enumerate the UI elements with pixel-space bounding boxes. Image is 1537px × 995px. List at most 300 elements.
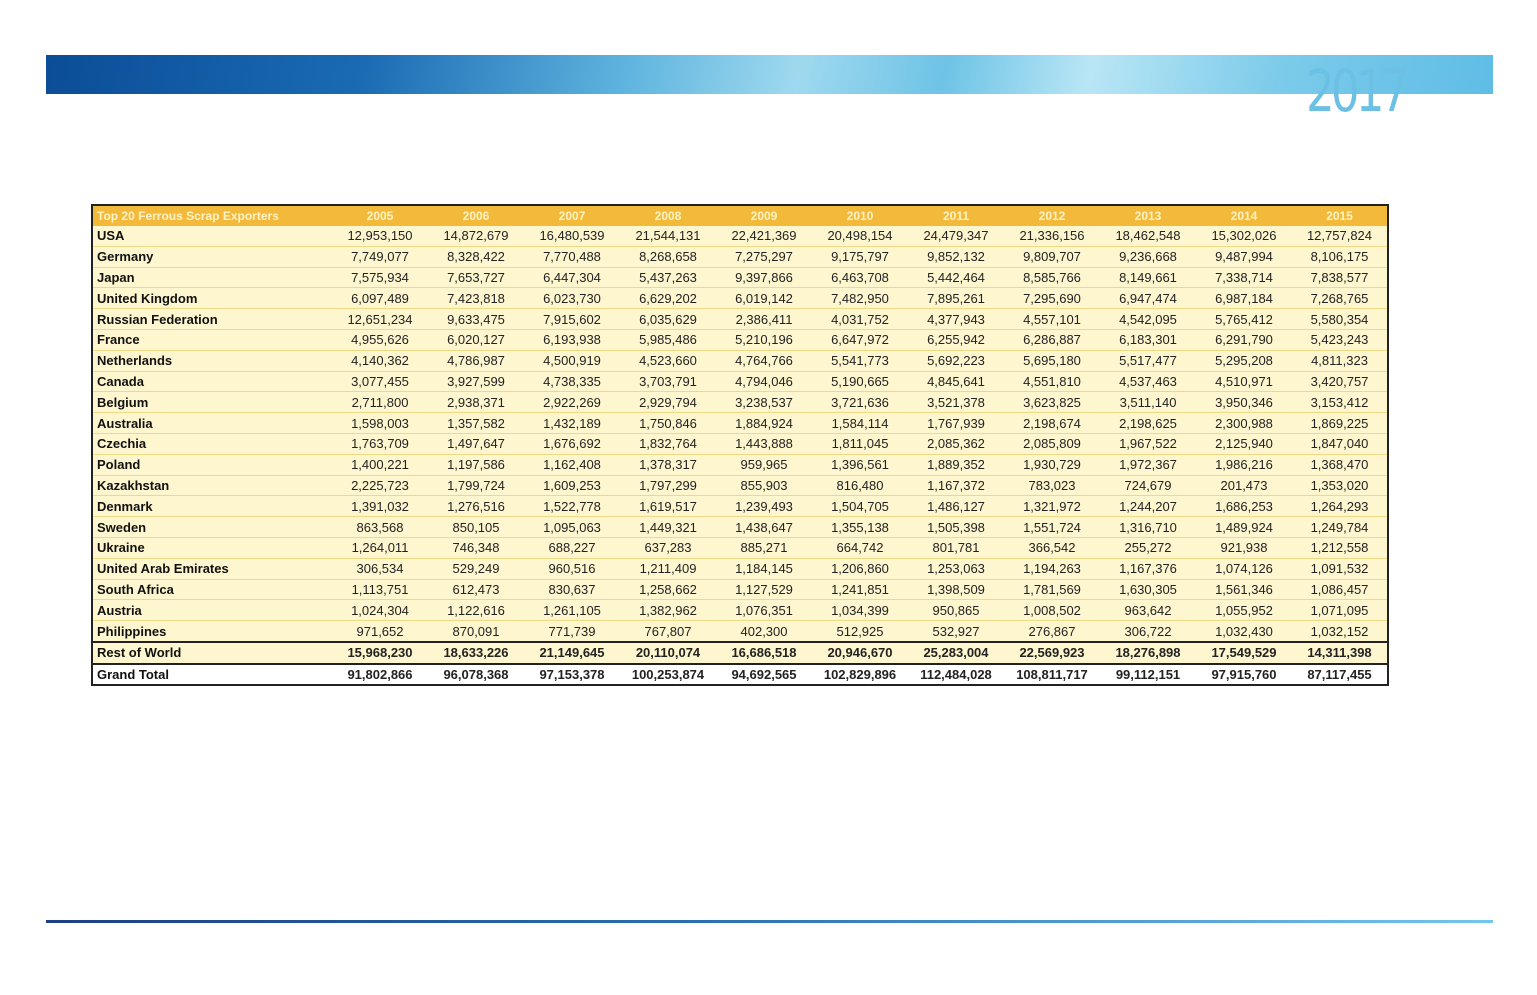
export-value-cell: 688,227 xyxy=(524,537,620,558)
export-value-cell: 6,463,708 xyxy=(812,267,908,288)
export-value-cell: 4,523,660 xyxy=(620,350,716,371)
export-value-cell: 3,153,412 xyxy=(1292,392,1388,413)
export-value-cell: 14,872,679 xyxy=(428,226,524,246)
export-value-cell: 4,955,626 xyxy=(332,329,428,350)
export-value-cell: 2,300,988 xyxy=(1196,413,1292,434)
year-header: 2013 xyxy=(1100,205,1196,226)
export-value-cell: 5,437,263 xyxy=(620,267,716,288)
export-value-cell: 99,112,151 xyxy=(1100,664,1196,685)
export-value-cell: 1,113,751 xyxy=(332,579,428,600)
export-value-cell: 1,253,063 xyxy=(908,558,1004,579)
table-row xyxy=(92,579,1388,600)
export-value-cell: 3,521,378 xyxy=(908,392,1004,413)
export-value-cell: 1,355,138 xyxy=(812,517,908,538)
export-value-cell: 1,071,095 xyxy=(1292,600,1388,621)
export-value-cell: 1,889,352 xyxy=(908,454,1004,475)
export-value-cell: 4,794,046 xyxy=(716,371,812,392)
export-value-cell: 6,019,142 xyxy=(716,288,812,309)
export-value-cell: 8,106,175 xyxy=(1292,246,1388,267)
export-value-cell: 1,767,939 xyxy=(908,413,1004,434)
header-banner xyxy=(46,55,1493,94)
export-value-cell: 5,692,223 xyxy=(908,350,1004,371)
export-value-cell: 21,149,645 xyxy=(524,642,620,664)
export-value-cell: 1,847,040 xyxy=(1292,433,1388,454)
export-value-cell: 664,742 xyxy=(812,537,908,558)
export-value-cell: 3,950,346 xyxy=(1196,392,1292,413)
export-value-cell: 1,008,502 xyxy=(1004,600,1100,621)
export-value-cell: 1,797,299 xyxy=(620,475,716,496)
table-row xyxy=(92,454,1388,475)
export-value-cell: 1,438,647 xyxy=(716,517,812,538)
export-value-cell: 863,568 xyxy=(332,517,428,538)
export-value-cell: 9,236,668 xyxy=(1100,246,1196,267)
country-name: United Arab Emirates xyxy=(92,558,332,579)
export-value-cell: 8,585,766 xyxy=(1004,267,1100,288)
export-value-cell: 637,283 xyxy=(620,537,716,558)
export-value-cell: 1,034,399 xyxy=(812,600,908,621)
table-row xyxy=(92,558,1388,579)
export-value-cell: 830,637 xyxy=(524,579,620,600)
export-value-cell: 1,206,860 xyxy=(812,558,908,579)
table-row xyxy=(92,496,1388,517)
export-value-cell: 1,086,457 xyxy=(1292,579,1388,600)
export-value-cell: 1,167,376 xyxy=(1100,558,1196,579)
export-value-cell: 6,987,184 xyxy=(1196,288,1292,309)
export-value-cell: 7,653,727 xyxy=(428,267,524,288)
export-value-cell: 1,276,516 xyxy=(428,496,524,517)
export-value-cell: 6,023,730 xyxy=(524,288,620,309)
export-value-cell: 4,500,919 xyxy=(524,350,620,371)
export-value-cell: 96,078,368 xyxy=(428,664,524,685)
country-name: United Kingdom xyxy=(92,288,332,309)
export-value-cell: 6,035,629 xyxy=(620,309,716,330)
export-value-cell: 97,153,378 xyxy=(524,664,620,685)
export-value-cell: 4,537,463 xyxy=(1100,371,1196,392)
export-value-cell: 21,544,131 xyxy=(620,226,716,246)
country-name: Denmark xyxy=(92,496,332,517)
export-value-cell: 7,575,934 xyxy=(332,267,428,288)
export-value-cell: 6,447,304 xyxy=(524,267,620,288)
export-value-cell: 771,739 xyxy=(524,621,620,642)
export-value-cell: 1,197,586 xyxy=(428,454,524,475)
rest-of-world-row xyxy=(92,642,1388,664)
export-value-cell: 112,484,028 xyxy=(908,664,1004,685)
export-value-cell: 18,462,548 xyxy=(1100,226,1196,246)
table-header-row xyxy=(92,205,1388,226)
export-value-cell: 1,972,367 xyxy=(1100,454,1196,475)
export-value-cell: 1,032,430 xyxy=(1196,621,1292,642)
export-value-cell: 1,598,003 xyxy=(332,413,428,434)
export-value-cell: 7,338,714 xyxy=(1196,267,1292,288)
export-value-cell: 1,074,126 xyxy=(1196,558,1292,579)
export-value-cell: 1,076,351 xyxy=(716,600,812,621)
export-value-cell: 2,198,625 xyxy=(1100,413,1196,434)
export-value-cell: 783,023 xyxy=(1004,475,1100,496)
export-value-cell: 2,125,940 xyxy=(1196,433,1292,454)
export-value-cell: 3,927,599 xyxy=(428,371,524,392)
export-value-cell: 1,609,253 xyxy=(524,475,620,496)
export-value-cell: 532,927 xyxy=(908,621,1004,642)
export-value-cell: 1,584,114 xyxy=(812,413,908,434)
export-value-cell: 102,829,896 xyxy=(812,664,908,685)
export-value-cell: 15,302,026 xyxy=(1196,226,1292,246)
export-value-cell: 5,442,464 xyxy=(908,267,1004,288)
footer-rule xyxy=(46,920,1493,923)
export-value-cell: 7,770,488 xyxy=(524,246,620,267)
year-header: 2012 xyxy=(1004,205,1100,226)
export-value-cell: 9,397,866 xyxy=(716,267,812,288)
export-value-cell: 306,722 xyxy=(1100,621,1196,642)
export-value-cell: 1,032,152 xyxy=(1292,621,1388,642)
export-value-cell: 1,930,729 xyxy=(1004,454,1100,475)
table-row xyxy=(92,246,1388,267)
export-value-cell: 20,498,154 xyxy=(812,226,908,246)
export-value-cell: 1,396,561 xyxy=(812,454,908,475)
export-value-cell: 2,225,723 xyxy=(332,475,428,496)
export-value-cell: 767,807 xyxy=(620,621,716,642)
table-row xyxy=(92,517,1388,538)
export-value-cell: 1,261,105 xyxy=(524,600,620,621)
export-value-cell: 5,541,773 xyxy=(812,350,908,371)
export-value-cell: 1,391,032 xyxy=(332,496,428,517)
ferrous-scrap-exporters-table xyxy=(91,204,1389,686)
export-value-cell: 1,551,724 xyxy=(1004,517,1100,538)
export-value-cell: 1,368,470 xyxy=(1292,454,1388,475)
export-value-cell: 1,486,127 xyxy=(908,496,1004,517)
export-value-cell: 6,947,474 xyxy=(1100,288,1196,309)
export-value-cell: 6,629,202 xyxy=(620,288,716,309)
year-header: 2011 xyxy=(908,205,1004,226)
export-value-cell: 1,239,493 xyxy=(716,496,812,517)
export-value-cell: 1,378,317 xyxy=(620,454,716,475)
export-value-cell: 1,686,253 xyxy=(1196,496,1292,517)
export-value-cell: 4,764,766 xyxy=(716,350,812,371)
export-value-cell: 921,938 xyxy=(1196,537,1292,558)
export-value-cell: 5,985,486 xyxy=(620,329,716,350)
export-value-cell: 1,967,522 xyxy=(1100,433,1196,454)
export-value-cell: 1,400,221 xyxy=(332,454,428,475)
year-header: 2006 xyxy=(428,205,524,226)
export-value-cell: 100,253,874 xyxy=(620,664,716,685)
export-value-cell: 1,522,778 xyxy=(524,496,620,517)
export-value-cell: 14,311,398 xyxy=(1292,642,1388,664)
export-value-cell: 4,557,101 xyxy=(1004,309,1100,330)
export-value-cell: 16,686,518 xyxy=(716,642,812,664)
export-value-cell: 963,642 xyxy=(1100,600,1196,621)
export-value-cell: 18,633,226 xyxy=(428,642,524,664)
table-row xyxy=(92,309,1388,330)
export-value-cell: 5,765,412 xyxy=(1196,309,1292,330)
export-value-cell: 4,377,943 xyxy=(908,309,1004,330)
export-value-cell: 6,647,972 xyxy=(812,329,908,350)
export-value-cell: 1,497,647 xyxy=(428,433,524,454)
year-header: 2014 xyxy=(1196,205,1292,226)
export-value-cell: 512,925 xyxy=(812,621,908,642)
export-value-cell: 1,432,189 xyxy=(524,413,620,434)
table-row xyxy=(92,600,1388,621)
export-value-cell: 5,190,665 xyxy=(812,371,908,392)
export-value-cell: 4,786,987 xyxy=(428,350,524,371)
export-value-cell: 2,929,794 xyxy=(620,392,716,413)
table-row xyxy=(92,392,1388,413)
table-row xyxy=(92,475,1388,496)
export-value-cell: 1,244,207 xyxy=(1100,496,1196,517)
export-value-cell: 1,211,409 xyxy=(620,558,716,579)
export-value-cell: 7,275,297 xyxy=(716,246,812,267)
export-value-cell: 1,249,784 xyxy=(1292,517,1388,538)
export-value-cell: 306,534 xyxy=(332,558,428,579)
export-value-cell: 3,420,757 xyxy=(1292,371,1388,392)
country-name: Japan xyxy=(92,267,332,288)
export-value-cell: 1,676,692 xyxy=(524,433,620,454)
export-value-cell: 1,264,011 xyxy=(332,537,428,558)
export-value-cell: 1,630,305 xyxy=(1100,579,1196,600)
export-value-cell: 12,953,150 xyxy=(332,226,428,246)
export-value-cell: 6,183,301 xyxy=(1100,329,1196,350)
export-value-cell: 1,241,851 xyxy=(812,579,908,600)
export-value-cell: 1,353,020 xyxy=(1292,475,1388,496)
export-value-cell: 7,423,818 xyxy=(428,288,524,309)
export-value-cell: 1,212,558 xyxy=(1292,537,1388,558)
export-value-cell: 201,473 xyxy=(1196,475,1292,496)
export-value-cell: 529,249 xyxy=(428,558,524,579)
country-name: Philippines xyxy=(92,621,332,642)
export-value-cell: 1,489,924 xyxy=(1196,517,1292,538)
export-value-cell: 20,946,670 xyxy=(812,642,908,664)
export-value-cell: 816,480 xyxy=(812,475,908,496)
export-value-cell: 1,357,582 xyxy=(428,413,524,434)
export-value-cell: 5,517,477 xyxy=(1100,350,1196,371)
export-value-cell: 885,271 xyxy=(716,537,812,558)
year-header: 2008 xyxy=(620,205,716,226)
export-value-cell: 971,652 xyxy=(332,621,428,642)
export-value-cell: 5,295,208 xyxy=(1196,350,1292,371)
export-value-cell: 9,487,994 xyxy=(1196,246,1292,267)
report-year: 2017 xyxy=(1306,57,1406,125)
table-row xyxy=(92,621,1388,642)
export-value-cell: 2,085,362 xyxy=(908,433,1004,454)
export-value-cell: 1,258,662 xyxy=(620,579,716,600)
export-value-cell: 1,884,924 xyxy=(716,413,812,434)
export-value-cell: 1,095,063 xyxy=(524,517,620,538)
export-value-cell: 94,692,565 xyxy=(716,664,812,685)
export-value-cell: 2,386,411 xyxy=(716,309,812,330)
export-value-cell: 2,711,800 xyxy=(332,392,428,413)
export-value-cell: 5,423,243 xyxy=(1292,329,1388,350)
export-value-cell: 1,091,532 xyxy=(1292,558,1388,579)
export-value-cell: 4,031,752 xyxy=(812,309,908,330)
year-header: 2010 xyxy=(812,205,908,226)
export-value-cell: 1,763,709 xyxy=(332,433,428,454)
export-value-cell: 402,300 xyxy=(716,621,812,642)
export-value-cell: 870,091 xyxy=(428,621,524,642)
export-value-cell: 1,750,846 xyxy=(620,413,716,434)
export-value-cell: 4,551,810 xyxy=(1004,371,1100,392)
export-value-cell: 20,110,074 xyxy=(620,642,716,664)
country-name: Netherlands xyxy=(92,350,332,371)
export-value-cell: 9,633,475 xyxy=(428,309,524,330)
export-value-cell: 276,867 xyxy=(1004,621,1100,642)
grand-total-row xyxy=(92,664,1388,685)
export-value-cell: 1,127,529 xyxy=(716,579,812,600)
country-name: Grand Total xyxy=(92,664,332,685)
export-value-cell: 5,695,180 xyxy=(1004,350,1100,371)
export-value-cell: 24,479,347 xyxy=(908,226,1004,246)
export-value-cell: 7,895,261 xyxy=(908,288,1004,309)
export-value-cell: 6,291,790 xyxy=(1196,329,1292,350)
export-value-cell: 5,210,196 xyxy=(716,329,812,350)
export-value-cell: 91,802,866 xyxy=(332,664,428,685)
export-value-cell: 18,276,898 xyxy=(1100,642,1196,664)
export-value-cell: 1,316,710 xyxy=(1100,517,1196,538)
export-value-cell: 2,198,674 xyxy=(1004,413,1100,434)
export-value-cell: 16,480,539 xyxy=(524,226,620,246)
export-value-cell: 959,965 xyxy=(716,454,812,475)
export-value-cell: 3,703,791 xyxy=(620,371,716,392)
export-value-cell: 1,781,569 xyxy=(1004,579,1100,600)
export-value-cell: 1,832,764 xyxy=(620,433,716,454)
export-value-cell: 22,421,369 xyxy=(716,226,812,246)
export-value-cell: 612,473 xyxy=(428,579,524,600)
export-value-cell: 4,845,641 xyxy=(908,371,1004,392)
export-value-cell: 6,255,942 xyxy=(908,329,1004,350)
export-value-cell: 855,903 xyxy=(716,475,812,496)
country-name: Austria xyxy=(92,600,332,621)
year-header: 2009 xyxy=(716,205,812,226)
export-value-cell: 3,623,825 xyxy=(1004,392,1100,413)
country-name: Russian Federation xyxy=(92,309,332,330)
export-value-cell: 6,193,938 xyxy=(524,329,620,350)
export-value-cell: 97,915,760 xyxy=(1196,664,1292,685)
export-value-cell: 12,757,824 xyxy=(1292,226,1388,246)
export-value-cell: 746,348 xyxy=(428,537,524,558)
export-value-cell: 2,085,809 xyxy=(1004,433,1100,454)
export-value-cell: 9,809,707 xyxy=(1004,246,1100,267)
country-name: Australia xyxy=(92,413,332,434)
export-value-cell: 1,443,888 xyxy=(716,433,812,454)
export-value-cell: 1,184,145 xyxy=(716,558,812,579)
country-name: Belgium xyxy=(92,392,332,413)
export-value-cell: 9,852,132 xyxy=(908,246,1004,267)
export-value-cell: 6,286,887 xyxy=(1004,329,1100,350)
export-value-cell: 950,865 xyxy=(908,600,1004,621)
country-name: Ukraine xyxy=(92,537,332,558)
country-name: Czechia xyxy=(92,433,332,454)
export-value-cell: 1,505,398 xyxy=(908,517,1004,538)
country-name: USA xyxy=(92,226,332,246)
export-value-cell: 21,336,156 xyxy=(1004,226,1100,246)
export-value-cell: 1,264,293 xyxy=(1292,496,1388,517)
export-value-cell: 12,651,234 xyxy=(332,309,428,330)
table-row xyxy=(92,433,1388,454)
country-name: Rest of World xyxy=(92,642,332,664)
export-value-cell: 1,449,321 xyxy=(620,517,716,538)
export-value-cell: 1,398,509 xyxy=(908,579,1004,600)
export-value-cell: 1,167,372 xyxy=(908,475,1004,496)
export-value-cell: 1,799,724 xyxy=(428,475,524,496)
export-value-cell: 108,811,717 xyxy=(1004,664,1100,685)
export-value-cell: 2,938,371 xyxy=(428,392,524,413)
export-value-cell: 1,055,952 xyxy=(1196,600,1292,621)
country-name: South Africa xyxy=(92,579,332,600)
country-name: France xyxy=(92,329,332,350)
table-row xyxy=(92,329,1388,350)
export-value-cell: 3,077,455 xyxy=(332,371,428,392)
export-value-cell: 6,097,489 xyxy=(332,288,428,309)
country-name: Canada xyxy=(92,371,332,392)
country-name: Kazakhstan xyxy=(92,475,332,496)
export-value-cell: 8,149,661 xyxy=(1100,267,1196,288)
export-value-cell: 4,738,335 xyxy=(524,371,620,392)
year-header: 2015 xyxy=(1292,205,1388,226)
table-row xyxy=(92,288,1388,309)
export-value-cell: 960,516 xyxy=(524,558,620,579)
export-value-cell: 5,580,354 xyxy=(1292,309,1388,330)
export-value-cell: 17,549,529 xyxy=(1196,642,1292,664)
export-value-cell: 6,020,127 xyxy=(428,329,524,350)
export-value-cell: 1,869,225 xyxy=(1292,413,1388,434)
export-value-cell: 7,295,690 xyxy=(1004,288,1100,309)
export-value-cell: 7,915,602 xyxy=(524,309,620,330)
table-row xyxy=(92,371,1388,392)
export-value-cell: 7,749,077 xyxy=(332,246,428,267)
export-value-cell: 87,117,455 xyxy=(1292,664,1388,685)
export-value-cell: 3,721,636 xyxy=(812,392,908,413)
export-value-cell: 4,510,971 xyxy=(1196,371,1292,392)
export-value-cell: 22,569,923 xyxy=(1004,642,1100,664)
export-value-cell: 4,811,323 xyxy=(1292,350,1388,371)
export-value-cell: 1,194,263 xyxy=(1004,558,1100,579)
export-value-cell: 15,968,230 xyxy=(332,642,428,664)
export-value-cell: 1,811,045 xyxy=(812,433,908,454)
export-value-cell: 366,542 xyxy=(1004,537,1100,558)
export-value-cell: 3,511,140 xyxy=(1100,392,1196,413)
table-row xyxy=(92,267,1388,288)
export-value-cell: 724,679 xyxy=(1100,475,1196,496)
export-value-cell: 1,162,408 xyxy=(524,454,620,475)
country-name: Poland xyxy=(92,454,332,475)
export-value-cell: 1,321,972 xyxy=(1004,496,1100,517)
export-value-cell: 7,482,950 xyxy=(812,288,908,309)
table-row xyxy=(92,350,1388,371)
export-value-cell: 1,382,962 xyxy=(620,600,716,621)
export-value-cell: 1,504,705 xyxy=(812,496,908,517)
export-value-cell: 4,542,095 xyxy=(1100,309,1196,330)
export-value-cell: 1,986,216 xyxy=(1196,454,1292,475)
export-value-cell: 25,283,004 xyxy=(908,642,1004,664)
table-row xyxy=(92,226,1388,246)
year-header: 2007 xyxy=(524,205,620,226)
export-value-cell: 9,175,797 xyxy=(812,246,908,267)
year-header: 2005 xyxy=(332,205,428,226)
table-row xyxy=(92,537,1388,558)
export-value-cell: 2,922,269 xyxy=(524,392,620,413)
export-value-cell: 3,238,537 xyxy=(716,392,812,413)
table-title: Top 20 Ferrous Scrap Exporters xyxy=(92,205,332,226)
export-value-cell: 4,140,362 xyxy=(332,350,428,371)
export-value-cell: 8,268,658 xyxy=(620,246,716,267)
export-value-cell: 1,561,346 xyxy=(1196,579,1292,600)
export-value-cell: 7,838,577 xyxy=(1292,267,1388,288)
export-value-cell: 7,268,765 xyxy=(1292,288,1388,309)
export-value-cell: 1,122,616 xyxy=(428,600,524,621)
export-value-cell: 1,024,304 xyxy=(332,600,428,621)
export-value-cell: 1,619,517 xyxy=(620,496,716,517)
country-name: Sweden xyxy=(92,517,332,538)
table-row xyxy=(92,413,1388,434)
country-name: Germany xyxy=(92,246,332,267)
export-value-cell: 801,781 xyxy=(908,537,1004,558)
